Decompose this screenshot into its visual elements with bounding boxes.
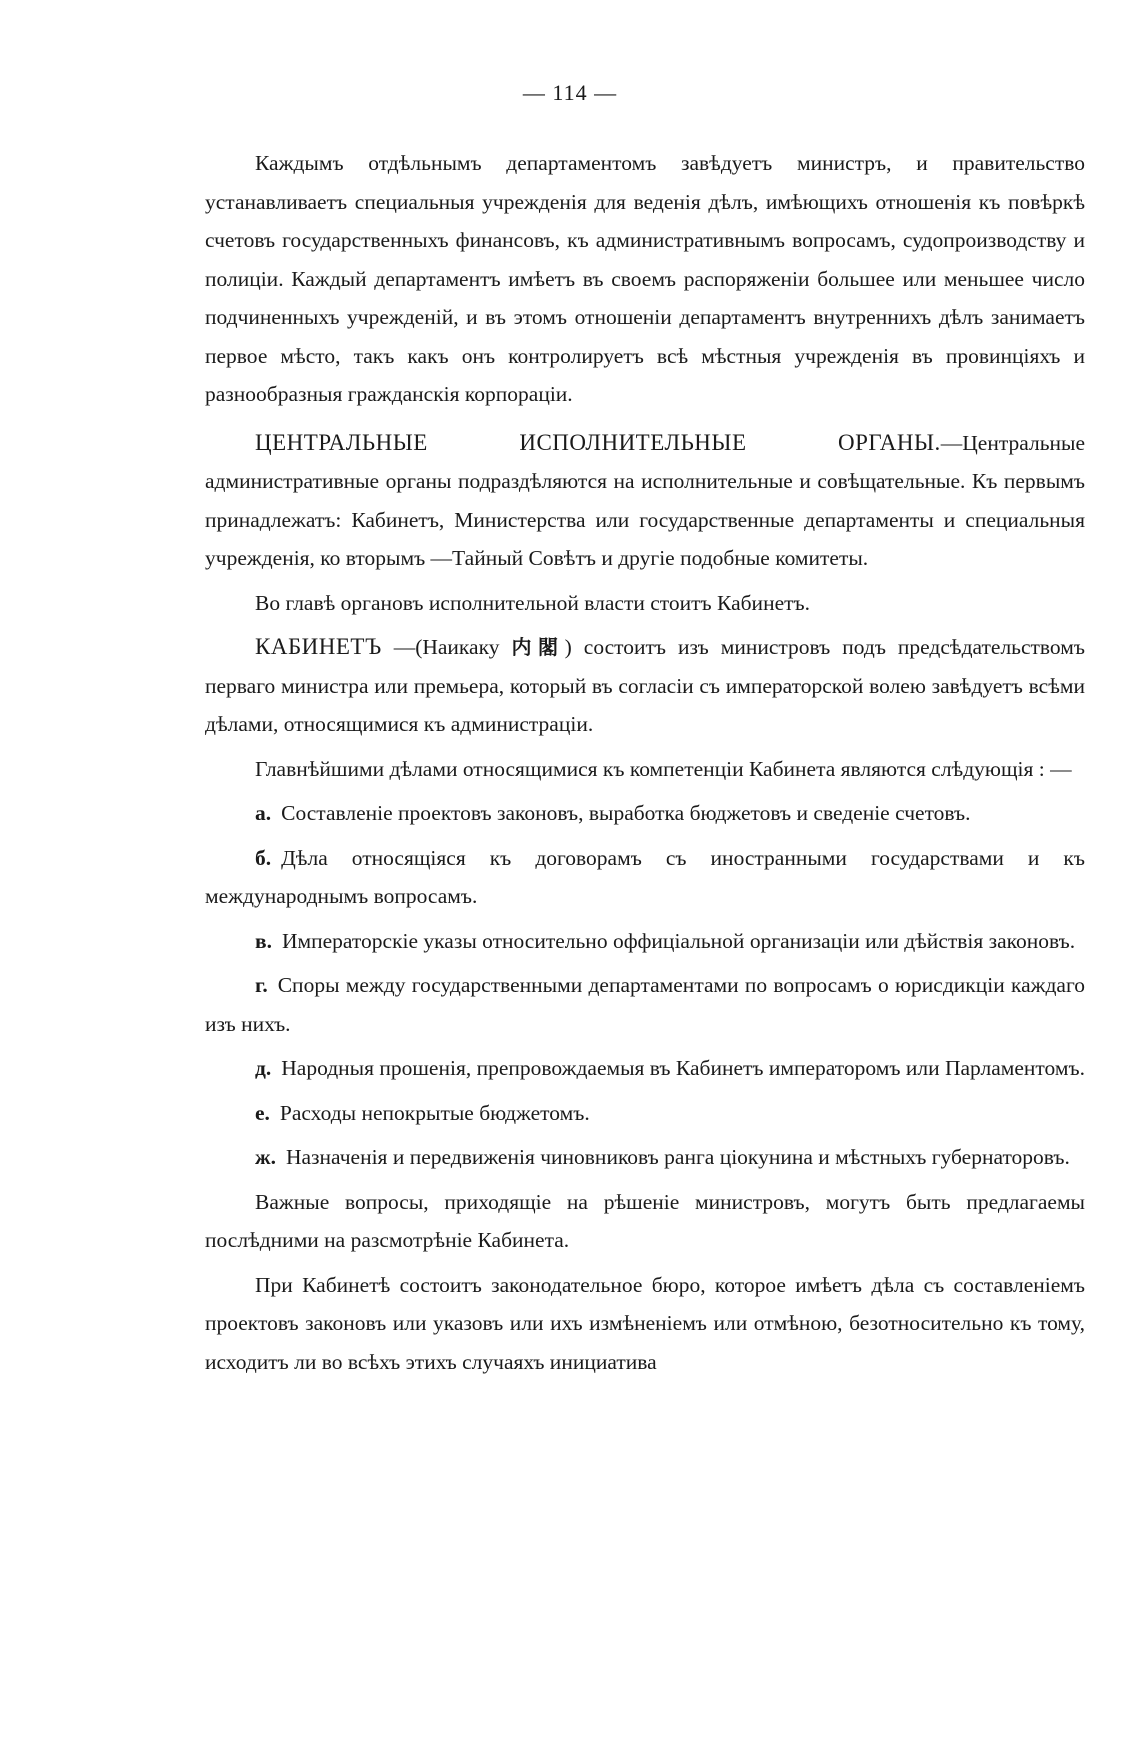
page-number: — 114 — [522,80,618,105]
section-heading-cabinet: КАБИНЕТЪ [255,634,382,659]
paragraph-cabinet-head: Во главѣ органовъ исполнительной власти стоитъ Кабинетъ. [255,590,811,615]
paragraph-important-questions: Важные вопросы, приходящіе на рѣшеніе министровъ, могутъ быть предлагаемы послѣдними на разсмотрѣніе Кабинета. [205,1189,1085,1252]
body-text [205,144,1085,1387]
list-item-text: Народныя прошенія, препровождаемыя въ Кабинетъ императоромъ или Парламентомъ. [281,1056,1085,1080]
paragraph-legislative-bureau: При Кабинетѣ состоитъ законодательное бюро, которое имѣетъ дѣла съ составленіемъ проектовъ законовъ или указовъ или ихъ измѣненіемъ или отмѣною, безотносительно къ тому, исходитъ ли во всѣхъ этихъ случаяхъ инициатива [205,1272,1085,1374]
list-item [205,1094,1085,1133]
paragraph-central-organs [205,424,1085,578]
list-item [205,1049,1085,1088]
list-item-letter: ж. [255,1145,276,1169]
list-item-letter: е. [255,1100,270,1125]
list-item-text: Расходы непокрытые бюджетомъ. [279,1100,590,1125]
list-item-text: Назначенія и передвиженія чиновниковъ ранга ціокунина и мѣстныхъ губернаторовъ. [285,1145,1070,1169]
list-item-letter: в. [255,928,272,953]
paragraph-ministries: Каждымъ отдѣльнымъ департаментомъ завѣдуетъ министръ, и правительство устанавливаетъ специальныя учрежденія для веденія дѣлъ, имѣющихъ отношенія къ повѣркѣ счетовъ государственныхъ финансовъ, къ административнымъ вопросамъ, судопроизводству и полиціи. Каждый департаментъ имѣетъ въ своемъ распоряженіи большее или меньшее число подчиненныхъ учрежденій, и въ этомъ отношеніи департаментъ внутреннихъ дѣлъ занимаетъ первое мѣсто, такъ какъ онъ контролируетъ всѣ мѣстныя учрежденія въ провинціяхъ и разнообразныя гражданскія корпораціи. [205,151,1085,406]
cabinet-kanji: 内閣 [511,635,565,659]
paragraph-cabinet-matters: Главнѣйшими дѣлами относящимися къ компетенціи Кабинета являются слѣдующія : — [255,756,1072,781]
list-item-text: Дѣла относящіяся къ договорамъ съ иностранными государствами и къ международнымъ вопросамъ. [205,845,1085,908]
list-item-letter: д. [255,1056,272,1080]
list-item-letter: б. [255,845,272,870]
cabinet-text: ) состоитъ изъ министровъ подъ предсѣдательствомъ перваго министра или премьера, который въ согласіи съ императорской волею завѣдуетъ всѣми дѣлами, относящимися къ администраціи. [205,635,1085,736]
list-item [205,922,1085,961]
list-item-text: Споры между государственными департаментами по вопросамъ о юрисдикціи каждаго изъ нихъ. [205,973,1085,1036]
central-organs-text: —Центральные административные органы подраздѣляются на исполнительные и совѣщательные. Къ первымъ принадлежатъ: Кабинетъ, Министерства или государственные департаменты и специальныя учрежденія, ко вторымъ —Тайный Совѣтъ и другіе подобные комитеты. [205,430,1085,570]
cabinet-dash: —( [381,635,423,659]
list-item [205,839,1085,916]
list-item-text: Императорскіе указы относительно оффиціальной организаціи или дѣйствія законовъ. [282,928,1076,953]
list-item-text: Составленіе проектовъ законовъ, выработка бюджетовъ и сведеніе счетовъ. [281,801,971,825]
list-item-letter: г. [255,973,268,997]
section-heading-central-organs: ЦЕНТРАЛЬНЫЕ ИСПОЛНИТЕЛЬНЫЕ ОРГАНЫ. [255,429,941,455]
list-item [205,1138,1085,1177]
list-item-letter: а. [255,801,272,825]
paragraph-cabinet [205,628,1085,744]
cabinet-romaji: Наикаку [422,635,512,659]
list-item [205,966,1085,1043]
list-item [205,794,1085,833]
